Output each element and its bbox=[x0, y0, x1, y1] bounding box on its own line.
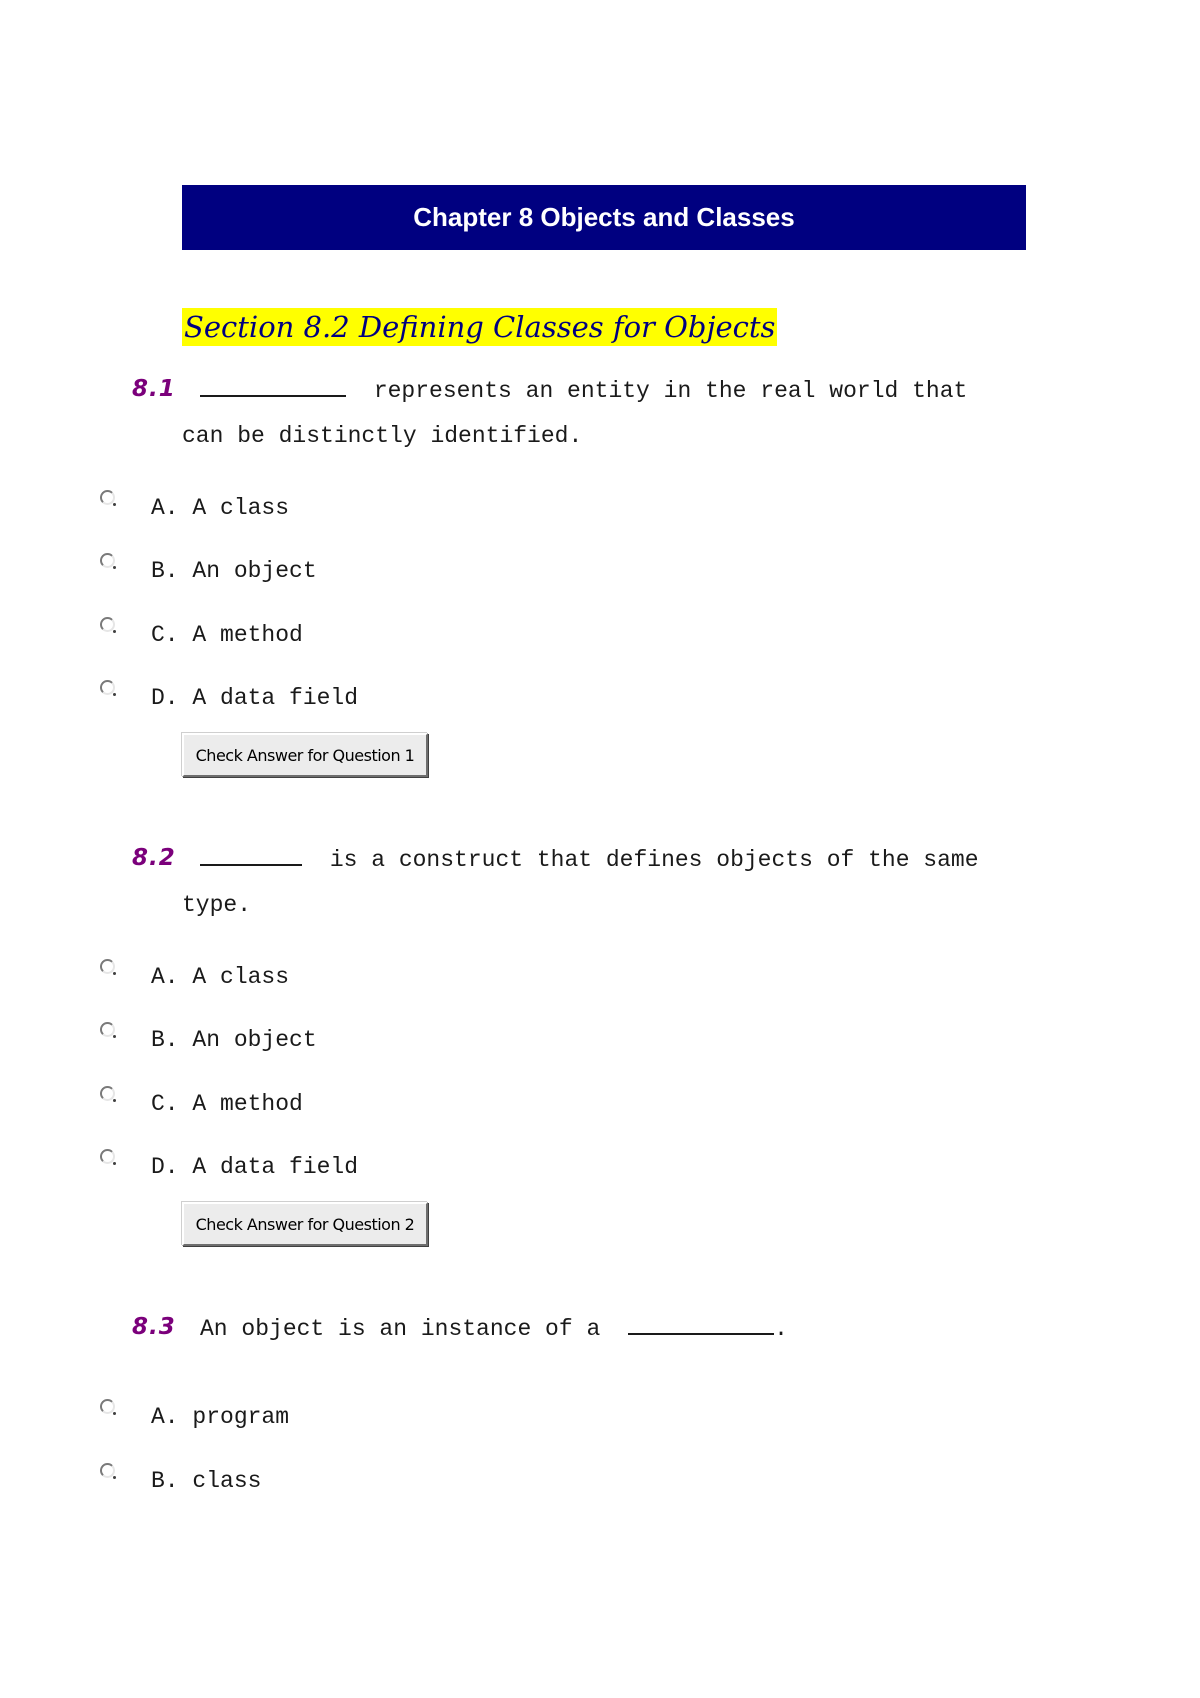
option-d[interactable] bbox=[100, 1150, 358, 1184]
check-answer-button-1[interactable]: Check Answer for Question 1 bbox=[182, 733, 428, 777]
question-text bbox=[200, 1313, 788, 1342]
question-text-continued: can be distinctly identified. bbox=[182, 423, 583, 449]
option-label: B. An object bbox=[151, 558, 317, 584]
radio-button[interactable] bbox=[100, 1086, 115, 1101]
option-a[interactable] bbox=[100, 1400, 289, 1434]
check-answer-button-2[interactable]: Check Answer for Question 2 bbox=[182, 1202, 428, 1246]
question-number: 8.3 bbox=[132, 1314, 176, 1340]
option-label: D. A data field bbox=[151, 685, 359, 711]
radio-button[interactable] bbox=[100, 959, 115, 974]
question-text bbox=[200, 844, 979, 873]
radio-button[interactable] bbox=[100, 617, 115, 632]
radio-button[interactable] bbox=[100, 553, 115, 568]
answer-blank bbox=[628, 1313, 774, 1335]
option-c[interactable] bbox=[100, 618, 303, 652]
section-title: Section 8.2 Defining Classes for Objects bbox=[184, 310, 776, 344]
option-a[interactable] bbox=[100, 960, 289, 994]
option-label: A. A class bbox=[151, 495, 290, 521]
option-label: B. An object bbox=[151, 1027, 317, 1053]
answer-blank bbox=[200, 375, 346, 397]
option-label: C. A method bbox=[151, 622, 303, 648]
radio-button[interactable] bbox=[100, 680, 115, 695]
radio-button[interactable] bbox=[100, 1022, 115, 1037]
question-text-main: An object is an instance of a bbox=[200, 1316, 601, 1342]
answer-blank bbox=[200, 844, 302, 866]
radio-button[interactable] bbox=[100, 490, 115, 505]
option-label: B. class bbox=[151, 1468, 262, 1494]
question-text-continued: type. bbox=[182, 892, 252, 918]
option-label: A. A class bbox=[151, 964, 290, 990]
question-text-end: . bbox=[774, 1316, 788, 1342]
question-number: 8.1 bbox=[132, 376, 176, 402]
option-b[interactable] bbox=[100, 1464, 261, 1498]
radio-button[interactable] bbox=[100, 1399, 115, 1414]
chapter-title: Chapter 8 Objects and Classes bbox=[182, 185, 1026, 250]
radio-button[interactable] bbox=[100, 1463, 115, 1478]
question-number: 8.2 bbox=[132, 845, 176, 871]
option-label: A. program bbox=[151, 1404, 290, 1430]
option-label: C. A method bbox=[151, 1091, 303, 1117]
radio-button[interactable] bbox=[100, 1149, 115, 1164]
option-d[interactable] bbox=[100, 681, 358, 715]
option-b[interactable] bbox=[100, 1023, 317, 1057]
option-a[interactable] bbox=[100, 491, 289, 525]
option-b[interactable] bbox=[100, 554, 317, 588]
question-text bbox=[200, 375, 967, 404]
question-text-main: is a construct that defines objects of the same bbox=[329, 847, 979, 873]
question-text-main: represents an entity in the real world that bbox=[373, 378, 968, 404]
option-c[interactable] bbox=[100, 1087, 303, 1121]
option-label: D. A data field bbox=[151, 1154, 359, 1180]
